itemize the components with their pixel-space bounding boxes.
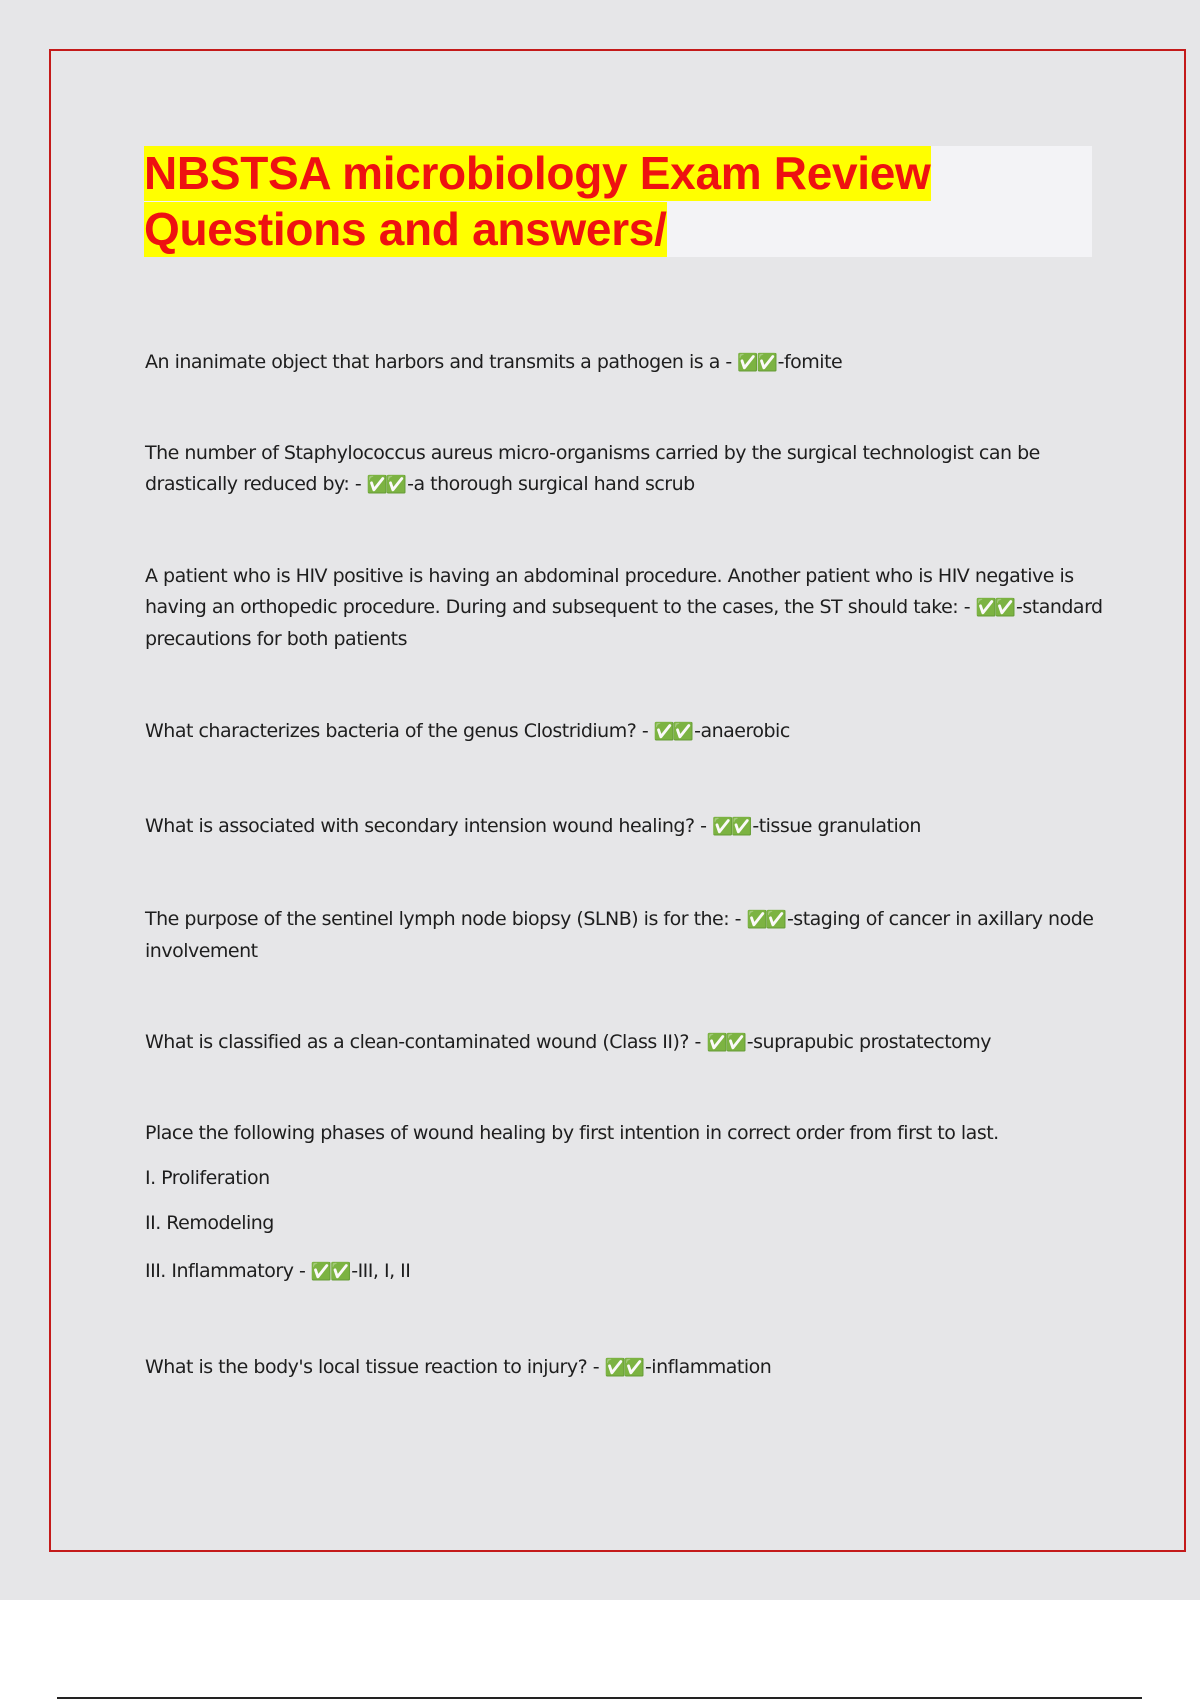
question-text: What characterizes bacteria of the genus Clostridium? - — [145, 720, 654, 742]
qa-item-5 — [145, 811, 1105, 843]
answer-text: -fomite — [777, 351, 843, 373]
check-icon: ✅✅ — [604, 1358, 643, 1378]
qa-item-7 — [145, 1027, 1105, 1059]
qa-item-8-option-3 — [145, 1256, 1105, 1288]
qa-item-9 — [145, 1352, 1105, 1384]
check-icon: ✅✅ — [366, 475, 406, 495]
page-border-frame — [49, 49, 1186, 1552]
title-line-1: NBSTSA microbiology Exam Review — [144, 147, 931, 199]
check-icon: ✅✅ — [737, 353, 776, 373]
answer-text: -staging of cancer in axillary node involvement — [145, 908, 1094, 962]
answer-text: -inflammation — [644, 1356, 772, 1378]
question-text: What is the body's local tissue reaction to injury? - — [145, 1356, 605, 1378]
bottom-divider — [57, 1697, 1142, 1699]
question-text: The number of Staphylococcus aureus micro-organisms carried by the surgical technologist can be drastically reduced by: - — [145, 442, 1040, 495]
option-text: III. Inflammatory - — [145, 1260, 311, 1282]
qa-item-3 — [145, 561, 1105, 655]
qa-item-2 — [145, 438, 1105, 501]
answer-text: -a thorough surgical hand scrub — [407, 473, 695, 495]
qa-item-1 — [145, 347, 1105, 379]
answer-text: -III, I, II — [351, 1260, 411, 1282]
qa-item-8-option-2: II. Remodeling — [145, 1212, 274, 1234]
answer-text: -suprapubic prostatectomy — [746, 1031, 992, 1053]
check-icon: ✅✅ — [975, 598, 1014, 618]
qa-item-8-option-1: I. Proliferation — [145, 1167, 270, 1189]
title-line-2: Questions and answers/ — [144, 203, 667, 255]
check-icon: ✅✅ — [310, 1262, 350, 1282]
document-title — [144, 146, 1092, 257]
qa-item-8-question: Place the following phases of wound healing by first intention in correct order from first to last. — [145, 1122, 999, 1144]
question-text: What is associated with secondary intension wound healing? - — [145, 815, 712, 837]
answer-text: -tissue granulation — [752, 815, 921, 837]
check-icon: ✅✅ — [746, 910, 785, 930]
qa-item-6 — [145, 904, 1105, 967]
check-icon: ✅✅ — [653, 722, 693, 742]
question-text: A patient who is HIV positive is having an abdominal procedure. Another patient who is HIV negative is having an orthopedic procedure. During and subsequent to the cases, the ST should take: - — [145, 565, 1074, 618]
question-text: The purpose of the sentinel lymph node biopsy (SLNB) is for the: - — [145, 908, 747, 930]
check-icon: ✅✅ — [706, 1033, 745, 1053]
question-text: An inanimate object that harbors and transmits a pathogen is a - — [145, 351, 738, 373]
answer-text: -standard precautions for both patients — [145, 596, 1103, 650]
answer-text: -anaerobic — [694, 720, 790, 742]
qa-item-4 — [145, 716, 1105, 748]
check-icon: ✅✅ — [712, 817, 751, 837]
question-text: What is classified as a clean-contaminated wound (Class II)? - — [145, 1031, 707, 1053]
